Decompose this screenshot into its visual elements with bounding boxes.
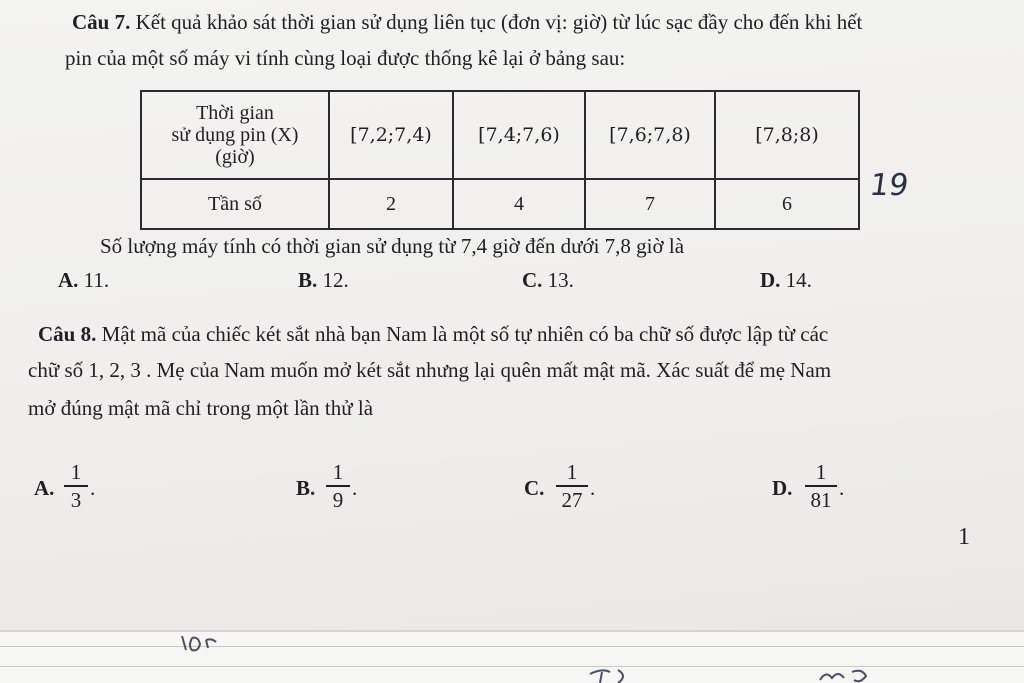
frequency-cell: 7 [585, 179, 715, 229]
option-label: B. [298, 268, 318, 292]
q8-option-a-label [34, 476, 54, 501]
q8-option-b-label [296, 476, 315, 501]
q7-question: Số lượng máy tính có thời gian sử dụng từ 7,4 giờ đến dưới 7,8 giờ là [100, 234, 685, 258]
option-label: C. [524, 476, 545, 500]
interval-cell: [7,8;8) [715, 91, 859, 179]
freq-label-cell: Tần số [141, 179, 329, 229]
fraction-bar [64, 485, 88, 487]
option-text: 13. [547, 268, 574, 292]
option-label: A. [58, 268, 79, 292]
frequency-cell: 2 [329, 179, 453, 229]
numerator: 1 [70, 460, 82, 484]
option-text: 11. [83, 268, 110, 292]
fraction-bar [805, 485, 837, 487]
option-text: 14. [785, 268, 812, 292]
option-label: B. [296, 476, 316, 500]
numerator: 1 [566, 460, 578, 484]
interval-cell: [7,6;7,8) [585, 91, 715, 179]
denominator: 3 [70, 487, 82, 512]
q7-option-c [522, 268, 574, 293]
option-label: A. [34, 476, 55, 500]
handwritten-note: 19 [867, 168, 911, 203]
table-header-cell [141, 91, 329, 179]
period: . [839, 476, 845, 500]
q7-line1 [72, 8, 862, 36]
q8-option-d-label [772, 476, 792, 501]
numerator: 1 [332, 460, 344, 484]
option-label: D. [760, 268, 781, 292]
q8-line1 [38, 320, 828, 348]
q8-text-line1: Mật mã của chiếc két sắt nhà bạn Nam là một số tự nhiên có ba chữ số được lập từ các [101, 322, 829, 346]
q7-text-line2: pin của một số máy vi tính cùng loại được thống kê lại ở bảng sau: [65, 46, 626, 70]
q8-option-c-fraction [556, 460, 588, 512]
denominator: 81 [810, 487, 832, 512]
q7-option-d [760, 268, 812, 293]
fraction-bar [326, 485, 350, 487]
frequency-cell: 6 [715, 179, 859, 229]
table-row-interval [141, 91, 859, 179]
q8-option-b-fraction [326, 460, 350, 512]
underlying-sheet [0, 630, 1024, 683]
option-label: C. [522, 268, 543, 292]
frequency-cell: 4 [453, 179, 585, 229]
period: . [590, 476, 596, 500]
option-text: 12. [322, 268, 349, 292]
period: . [90, 476, 96, 500]
numerator: 1 [815, 460, 827, 484]
q7-option-a [58, 268, 109, 293]
interval-cell: [7,4;7,6) [453, 91, 585, 179]
table-row-frequency [141, 179, 859, 229]
q8-label: Câu 8. [38, 322, 97, 346]
q7-text-line1: Kết quả khảo sát thời gian sử dụng liên tục (đơn vị: giờ) từ lúc sạc đầy cho đến khi hết [135, 10, 863, 34]
header-line2: sử dụng pin (X) [171, 124, 299, 146]
q7-option-b [298, 268, 349, 293]
q8-text-line3: mở đúng mật mã chỉ trong một lần thử là [28, 396, 374, 420]
interval-cell: [7,2;7,4) [329, 91, 453, 179]
q8-option-d-fraction [805, 460, 837, 512]
header-line1: Thời gian [196, 102, 274, 124]
page-number: 1 [958, 524, 970, 550]
period: . [352, 476, 358, 500]
q8-option-c-label [524, 476, 544, 501]
q8-option-a-fraction [64, 460, 88, 512]
fraction-bar [556, 485, 588, 487]
q8-text-line2: chữ số 1, 2, 3 . Mẹ của Nam muốn mở két sắt nhưng lại quên mất mật mã. Xác suất để mẹ Nam [28, 358, 832, 382]
pen-marks [0, 632, 1024, 683]
denominator: 27 [561, 487, 583, 512]
denominator: 9 [332, 487, 344, 512]
q7-label: Câu 7. [72, 10, 131, 34]
frequency-table [140, 90, 860, 230]
option-label: D. [772, 476, 793, 500]
header-line3: (giờ) [215, 146, 255, 168]
